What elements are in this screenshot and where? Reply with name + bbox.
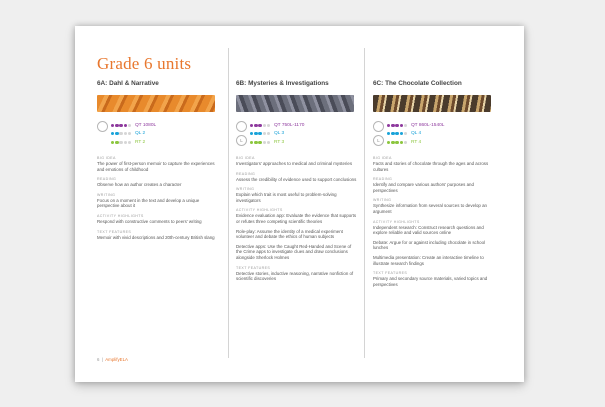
section-heading: TEXT FEATURES (373, 271, 408, 276)
rating-label: QT 860L-1540L (410, 122, 445, 128)
lexile-circle-icon (97, 121, 108, 132)
rating-dot-empty (119, 132, 122, 135)
text-complexity-measures (97, 121, 219, 151)
rating-dot-filled (124, 124, 127, 127)
rating-dot-empty (124, 141, 127, 144)
rating-dot-filled (254, 124, 257, 127)
section-text: The power of first-person memoir to capture the experiences and emotions of childhood (97, 161, 215, 172)
rating-dot-filled (387, 141, 390, 144)
page-footer (97, 357, 128, 362)
section-heading: ACTIVITY HIGHLIGHTS (373, 219, 420, 224)
rating-dot-filled (395, 132, 398, 135)
unit-column-6a (97, 80, 219, 240)
rating-label: RT 3 (273, 139, 285, 145)
unit-sections (373, 156, 495, 287)
column-divider (228, 48, 229, 358)
section-text: Assess the credibility of evidence used to support conclusions (236, 176, 357, 182)
complexity-rating-row (250, 138, 304, 147)
brand-name: AmplifyELA (105, 357, 128, 362)
unit-banner-image (236, 95, 354, 112)
section-heading: BIG IDEA (373, 156, 392, 160)
measure-icons (97, 121, 109, 135)
unit-column-6b (236, 80, 358, 282)
rating-dot-filled (395, 141, 398, 144)
rating-dot-empty (267, 132, 270, 135)
section-text: Respond with constructive comments to peers' writing (97, 218, 202, 224)
measure-rows (111, 121, 156, 147)
rating-dot-filled (115, 124, 118, 127)
measure-icons (236, 121, 248, 149)
section-heading: READING (97, 177, 117, 182)
rating-dot-empty (119, 141, 122, 144)
unit-section (97, 214, 219, 225)
section-heading: WRITING (236, 187, 255, 192)
unit-section (236, 187, 358, 203)
catalog-page (75, 26, 524, 382)
unit-sections (236, 156, 358, 282)
rating-dot-empty (128, 132, 131, 135)
unit-heading: 6C: The Chocolate Collection (373, 80, 462, 87)
rating-label: QL 3 (273, 131, 285, 137)
unit-section (236, 208, 358, 260)
complexity-rating-row (250, 130, 304, 139)
unit-section (97, 193, 219, 209)
unit-heading: 6A: Dahl & Narrative (97, 80, 159, 87)
rating-dot-filled (115, 141, 118, 144)
complexity-rating-row (111, 121, 156, 130)
unit-section (97, 230, 219, 241)
unit-banner-image (97, 95, 215, 112)
section-text: Focus on a moment in the text and develop a unique perspective about it (97, 197, 200, 209)
rating-dot-filled (258, 141, 261, 144)
section-heading: WRITING (97, 192, 116, 197)
section-text: Identify and compare various authors' purposes and perspectives (373, 182, 474, 193)
rating-dot-filled (258, 124, 261, 127)
unit-section (97, 177, 219, 188)
section-text: Detective stories, inductive reasoning, narrative nonfiction of scientific discoveries (236, 270, 354, 282)
section-text: Observe how an author creates a character (97, 182, 182, 188)
measure-rows (387, 121, 444, 147)
section-text: Evidence evaluation app: Evaluate the evidence that supports or refutes three competing scientific theories (236, 213, 357, 224)
text-complexity-measures (373, 121, 495, 151)
unit-section (236, 172, 358, 183)
page-number: 6 (97, 357, 100, 362)
page-title: Grade 6 units (97, 54, 192, 73)
section-heading: ACTIVITY HIGHLIGHTS (97, 213, 144, 218)
measure-rows (250, 121, 304, 147)
unit-sections (97, 156, 219, 240)
rating-dot-filled (400, 124, 403, 127)
text-complexity-measures (236, 121, 358, 151)
unit-section (373, 198, 495, 214)
section-text: Role-play: Assume the identity of a medical experiment volunteer and debate the ethics of human subjects (236, 228, 343, 240)
rating-dot-empty (128, 124, 131, 127)
rating-dot-empty (128, 141, 131, 144)
complexity-rating-row (387, 130, 444, 139)
rating-dot-filled (387, 124, 390, 127)
section-heading: TEXT FEATURES (236, 265, 271, 270)
rating-dot-filled (400, 141, 403, 144)
unit-banner-image (373, 95, 491, 112)
unit-section (373, 271, 495, 287)
section-text: Synthesize information from several sources to develop an argument (373, 203, 487, 214)
rating-dot-filled (400, 132, 403, 135)
rating-dot-filled (391, 132, 394, 135)
section-text: Investigators' approaches to medical and criminal mysteries (236, 161, 353, 166)
rating-label: QT 1080L (134, 122, 157, 128)
section-heading: READING (373, 177, 393, 182)
section-heading: TEXT FEATURES (97, 229, 132, 234)
rating-dot-empty (404, 141, 407, 144)
section-text: Memoir with vivid descriptions and 20th-century British slang (97, 234, 215, 240)
rating-dot-filled (254, 141, 257, 144)
rating-dot-filled (111, 132, 114, 135)
unit-column-6c (373, 80, 495, 287)
rating-dot-filled (250, 124, 253, 127)
section-text: Primary and secondary source materials, varied topics and perspectives (373, 276, 488, 287)
complexity-rating-row (387, 121, 444, 130)
section-heading: READING (236, 171, 256, 176)
rating-dot-empty (267, 141, 270, 144)
rating-label: QL 2 (134, 131, 146, 137)
unit-section (97, 156, 219, 172)
section-heading: BIG IDEA (236, 156, 255, 160)
rating-dot-filled (111, 141, 114, 144)
section-text: Detective apps: Use the Caught Red-Handed and Scene of the Crime apps to investigate clues and draw conclusions alongside Sherlock Holmes (236, 243, 352, 260)
rating-label: RT 2 (134, 139, 146, 145)
complexity-rating-row (111, 130, 156, 139)
rating-dot-empty (404, 132, 407, 135)
unit-section (236, 156, 358, 167)
unit-section (373, 220, 495, 267)
rating-dot-empty (404, 124, 407, 127)
complexity-rating-row (250, 121, 304, 130)
level-circle-icon: L (373, 135, 384, 146)
unit-section (373, 177, 495, 193)
section-heading: BIG IDEA (97, 156, 116, 160)
section-text: Independent research: Construct research questions and explore reliable and valid sources online (373, 224, 484, 236)
rating-label: QL 4 (410, 131, 422, 137)
rating-dot-empty (263, 141, 266, 144)
rating-dot-filled (111, 124, 114, 127)
rating-dot-filled (391, 141, 394, 144)
section-text: Explain which trait is most useful to problem-solving investigators (236, 192, 337, 203)
section-heading: ACTIVITY HIGHLIGHTS (236, 208, 283, 213)
rating-dot-filled (254, 132, 257, 135)
footer-separator: | (101, 357, 104, 362)
rating-dot-filled (387, 132, 390, 135)
rating-dot-empty (263, 124, 266, 127)
rating-label: QT 750L-1170 (273, 122, 305, 128)
complexity-rating-row (111, 138, 156, 147)
rating-dot-filled (391, 124, 394, 127)
rating-dot-filled (258, 132, 261, 135)
complexity-rating-row (387, 138, 444, 147)
rating-dot-empty (124, 132, 127, 135)
lexile-circle-icon (236, 121, 247, 132)
measure-icons (373, 121, 385, 149)
section-text: Facts and stories of chocolate through the ages and across cultures (373, 161, 489, 172)
rating-label: RT 4 (410, 139, 422, 145)
section-text: Debate: Argue for or against including chocolate in school lunches (373, 239, 486, 251)
unit-section (373, 156, 495, 172)
rating-dot-filled (250, 132, 253, 135)
rating-dot-filled (115, 132, 118, 135)
rating-dot-empty (267, 124, 270, 127)
rating-dot-filled (119, 124, 122, 127)
rating-dot-empty (263, 132, 266, 135)
unit-section (236, 266, 358, 282)
lexile-circle-icon (373, 121, 384, 132)
rating-dot-filled (250, 141, 253, 144)
level-circle-icon: L (236, 135, 247, 146)
unit-heading: 6B: Mysteries & Investigations (236, 80, 329, 87)
rating-dot-filled (395, 124, 398, 127)
section-text: Multimedia presentation: Create an interactive timeline to illustrate research findings (373, 254, 484, 266)
section-heading: WRITING (373, 198, 392, 203)
column-divider (364, 48, 365, 358)
